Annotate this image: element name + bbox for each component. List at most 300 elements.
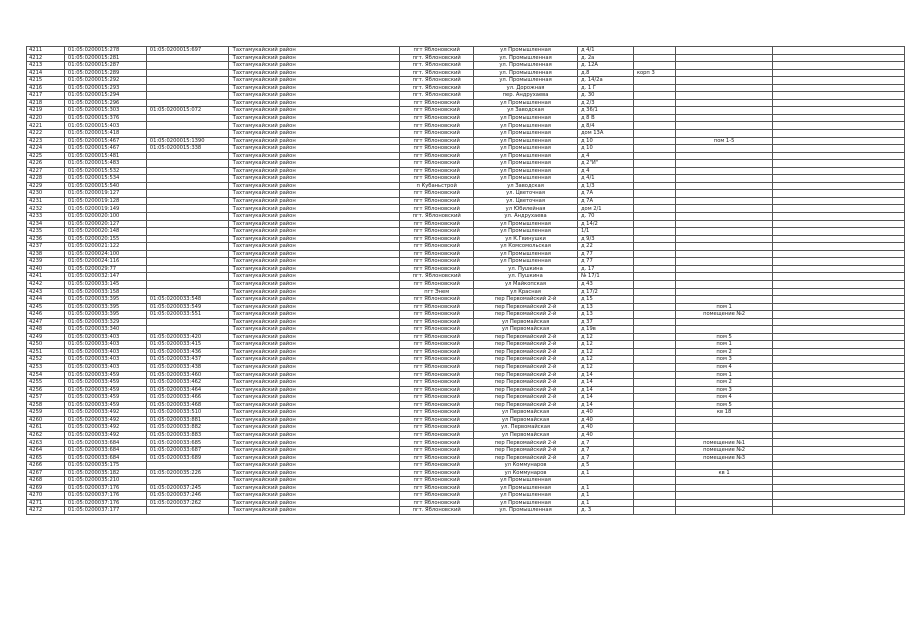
table-row	[27, 431, 905, 439]
table-row	[27, 250, 905, 258]
district-cell: Тахтамукайский район	[228, 243, 400, 251]
row-number-cell: 4225	[27, 152, 65, 160]
row-number-cell: 4272	[27, 507, 65, 515]
table-row	[27, 160, 905, 168]
building-cell	[633, 492, 675, 500]
house-cell: д 12	[577, 333, 633, 341]
premises-cell	[675, 47, 773, 55]
building-cell	[633, 145, 675, 153]
house-cell: д 22	[577, 243, 633, 251]
note-cell	[773, 114, 905, 122]
settlement-cell: пгт Яблоновский	[400, 401, 474, 409]
row-number-cell: 4260	[27, 416, 65, 424]
district-cell: Тахтамукайский район	[228, 371, 400, 379]
row-number-cell: 4239	[27, 258, 65, 266]
cadastral-number-cell: 01:05:0200015:278	[64, 47, 146, 55]
cadastral-number-cell: 01:05:0200015:289	[64, 69, 146, 77]
note-cell	[773, 469, 905, 477]
district-cell: Тахтамукайский район	[228, 69, 400, 77]
row-number-cell: 4248	[27, 326, 65, 334]
sub-cadastral-number-cell	[146, 99, 228, 107]
cadastral-number-cell: 01:05:0200032:147	[64, 273, 146, 281]
sub-cadastral-number-cell: 01:05:0200033:687	[146, 446, 228, 454]
house-cell: д 1	[577, 469, 633, 477]
note-cell	[773, 160, 905, 168]
row-number-cell: 4216	[27, 84, 65, 92]
row-number-cell: 4235	[27, 228, 65, 236]
premises-cell: пом 3	[675, 386, 773, 394]
cadastral-number-cell: 01:05:0200015:296	[64, 99, 146, 107]
premises-cell: помещение №2	[675, 446, 773, 454]
sub-cadastral-number-cell: 01:05:0200033:462	[146, 379, 228, 387]
row-number-cell: 4234	[27, 220, 65, 228]
premises-cell	[675, 462, 773, 470]
house-cell: д. 12А	[577, 62, 633, 70]
sub-cadastral-number-cell	[146, 54, 228, 62]
note-cell	[773, 145, 905, 153]
cadastral-number-cell: 01:05:0200015:532	[64, 167, 146, 175]
note-cell	[773, 280, 905, 288]
premises-cell	[675, 273, 773, 281]
row-number-cell: 4220	[27, 114, 65, 122]
sub-cadastral-number-cell	[146, 182, 228, 190]
premises-cell	[675, 84, 773, 92]
premises-cell	[675, 114, 773, 122]
cadastral-number-cell: 01:05:0200015:281	[64, 54, 146, 62]
note-cell	[773, 454, 905, 462]
sub-cadastral-number-cell	[146, 122, 228, 130]
street-cell: пер Первомайский 2-й	[474, 348, 578, 356]
house-cell: д 13	[577, 303, 633, 311]
house-cell: д 40	[577, 416, 633, 424]
premises-cell	[675, 122, 773, 130]
district-cell: Тахтамукайский район	[228, 250, 400, 258]
street-cell: ул Юбилейная	[474, 205, 578, 213]
district-cell: Тахтамукайский район	[228, 341, 400, 349]
settlement-cell: пгт Яблоновский	[400, 137, 474, 145]
note-cell	[773, 167, 905, 175]
cadastral-number-cell: 01:05:0200033:403	[64, 363, 146, 371]
street-cell: ул К.Гвинушки	[474, 235, 578, 243]
house-cell: д 8/4	[577, 122, 633, 130]
table-row	[27, 137, 905, 145]
note-cell	[773, 190, 905, 198]
table-row	[27, 220, 905, 228]
street-cell: ул Промышленная	[474, 137, 578, 145]
district-cell: Тахтамукайский район	[228, 326, 400, 334]
district-cell: Тахтамукайский район	[228, 454, 400, 462]
cadastral-number-cell: 01:05:0200033:459	[64, 379, 146, 387]
cadastral-number-cell: 01:05:0200033:145	[64, 280, 146, 288]
table-row	[27, 145, 905, 153]
premises-cell: пом 4	[675, 363, 773, 371]
premises-cell	[675, 235, 773, 243]
district-cell: Тахтамукайский район	[228, 469, 400, 477]
table-row	[27, 477, 905, 485]
district-cell: Тахтамукайский район	[228, 379, 400, 387]
table-row	[27, 99, 905, 107]
sub-cadastral-number-cell	[146, 243, 228, 251]
settlement-cell: пгт. Яблоновский	[400, 69, 474, 77]
sub-cadastral-number-cell	[146, 69, 228, 77]
settlement-cell: пгт. Яблоновский	[400, 507, 474, 515]
settlement-cell: пгт Яблоновский	[400, 152, 474, 160]
house-cell: № 17/1	[577, 273, 633, 281]
district-cell: Тахтамукайский район	[228, 439, 400, 447]
building-cell	[633, 333, 675, 341]
row-number-cell: 4237	[27, 243, 65, 251]
street-cell: ул. Цветочная	[474, 197, 578, 205]
cadastral-number-cell: 01:05:0200019:127	[64, 190, 146, 198]
row-number-cell: 4259	[27, 409, 65, 417]
cadastral-number-cell: 01:05:0200015:403	[64, 122, 146, 130]
premises-cell: пом 2	[675, 379, 773, 387]
settlement-cell: пгт Яблоновский	[400, 160, 474, 168]
sub-cadastral-number-cell: 01:05:0200033:510	[146, 409, 228, 417]
cadastral-number-cell: 01:05:0200015:483	[64, 160, 146, 168]
building-cell	[633, 47, 675, 55]
district-cell: Тахтамукайский район	[228, 280, 400, 288]
note-cell	[773, 416, 905, 424]
street-cell: ул Майкопская	[474, 280, 578, 288]
district-cell: Тахтамукайский район	[228, 507, 400, 515]
building-cell: корп 3	[633, 69, 675, 77]
cadastral-number-cell: 01:05:0200015:294	[64, 92, 146, 100]
cadastral-number-cell: 01:05:0200035:182	[64, 469, 146, 477]
district-cell: Тахтамукайский район	[228, 258, 400, 266]
row-number-cell: 4265	[27, 454, 65, 462]
building-cell	[633, 152, 675, 160]
house-cell: д 7А	[577, 197, 633, 205]
note-cell	[773, 175, 905, 183]
sub-cadastral-number-cell: 01:05:0200015:338	[146, 145, 228, 153]
premises-cell	[675, 92, 773, 100]
street-cell: ул Первомайская	[474, 416, 578, 424]
street-cell: пер Первомайский 2-й	[474, 341, 578, 349]
building-cell	[633, 326, 675, 334]
note-cell	[773, 401, 905, 409]
settlement-cell: пгт Яблоновский	[400, 484, 474, 492]
row-number-cell: 4250	[27, 341, 65, 349]
sub-cadastral-number-cell	[146, 205, 228, 213]
street-cell: ул Промышленная	[474, 220, 578, 228]
table-row	[27, 69, 905, 77]
cadastral-number-cell: 01:05:0200021:122	[64, 243, 146, 251]
building-cell	[633, 424, 675, 432]
table-row	[27, 296, 905, 304]
settlement-cell: пгт Яблоновский	[400, 190, 474, 198]
settlement-cell: пгт Яблоновский	[400, 446, 474, 454]
sub-cadastral-number-cell	[146, 318, 228, 326]
settlement-cell: пгт. Яблоновский	[400, 62, 474, 70]
table-row	[27, 318, 905, 326]
premises-cell	[675, 77, 773, 85]
cadastral-number-cell: 01:05:0200033:492	[64, 416, 146, 424]
row-number-cell: 4214	[27, 69, 65, 77]
house-cell: д 2"И"	[577, 160, 633, 168]
settlement-cell: пгт Яблоновский	[400, 114, 474, 122]
note-cell	[773, 326, 905, 334]
street-cell: пер Первомайский 2-й	[474, 356, 578, 364]
settlement-cell: пгт Яблоновский	[400, 371, 474, 379]
house-cell: д 36/1	[577, 107, 633, 115]
note-cell	[773, 296, 905, 304]
sub-cadastral-number-cell	[146, 477, 228, 485]
street-cell: ул Промышленная	[474, 145, 578, 153]
note-cell	[773, 84, 905, 92]
row-number-cell: 4247	[27, 318, 65, 326]
premises-cell	[675, 296, 773, 304]
street-cell: ул Промышленная	[474, 99, 578, 107]
row-number-cell: 4223	[27, 137, 65, 145]
cadastral-number-cell: 01:05:0200037:176	[64, 484, 146, 492]
table-row	[27, 462, 905, 470]
district-cell: Тахтамукайский район	[228, 273, 400, 281]
district-cell: Тахтамукайский район	[228, 77, 400, 85]
street-cell: ул Промышленная	[474, 152, 578, 160]
district-cell: Тахтамукайский район	[228, 122, 400, 130]
house-cell: д 4	[577, 167, 633, 175]
note-cell	[773, 273, 905, 281]
premises-cell	[675, 265, 773, 273]
sub-cadastral-number-cell: 01:05:0200015:1390	[146, 137, 228, 145]
row-number-cell: 4266	[27, 462, 65, 470]
sub-cadastral-number-cell: 01:05:0200037:262	[146, 499, 228, 507]
table-row	[27, 409, 905, 417]
row-number-cell: 4230	[27, 190, 65, 198]
house-cell: д 7	[577, 454, 633, 462]
premises-cell	[675, 205, 773, 213]
cadastral-number-cell: 01:05:0200033:459	[64, 401, 146, 409]
premises-cell	[675, 243, 773, 251]
row-number-cell: 4244	[27, 296, 65, 304]
house-cell: д 15	[577, 296, 633, 304]
house-cell: д 14	[577, 379, 633, 387]
row-number-cell: 4252	[27, 356, 65, 364]
building-cell	[633, 160, 675, 168]
note-cell	[773, 333, 905, 341]
table-row	[27, 62, 905, 70]
premises-cell	[675, 160, 773, 168]
premises-cell	[675, 492, 773, 500]
table-row	[27, 205, 905, 213]
house-cell: д. 70	[577, 213, 633, 221]
row-number-cell: 4256	[27, 386, 65, 394]
street-cell: пер Первомайский 2-й	[474, 446, 578, 454]
premises-cell	[675, 145, 773, 153]
premises-cell	[675, 175, 773, 183]
cadastral-number-cell: 01:05:0200033:403	[64, 348, 146, 356]
house-cell: д 1	[577, 484, 633, 492]
house-cell: д 14	[577, 386, 633, 394]
settlement-cell: пгт Яблоновский	[400, 228, 474, 236]
note-cell	[773, 484, 905, 492]
cadastral-number-cell: 01:05:0200015:376	[64, 114, 146, 122]
note-cell	[773, 152, 905, 160]
table-row	[27, 228, 905, 236]
table-row	[27, 54, 905, 62]
district-cell: Тахтамукайский район	[228, 182, 400, 190]
table-row	[27, 499, 905, 507]
note-cell	[773, 363, 905, 371]
sub-cadastral-number-cell: 01:05:0200015:072	[146, 107, 228, 115]
settlement-cell: пгт. Яблоновский	[400, 213, 474, 221]
note-cell	[773, 477, 905, 485]
building-cell	[633, 401, 675, 409]
sub-cadastral-number-cell: 01:05:0200033:685	[146, 439, 228, 447]
table-row	[27, 371, 905, 379]
building-cell	[633, 484, 675, 492]
settlement-cell: пгт Яблоновский	[400, 386, 474, 394]
district-cell: Тахтамукайский район	[228, 190, 400, 198]
premises-cell	[675, 167, 773, 175]
row-number-cell: 4257	[27, 394, 65, 402]
row-number-cell: 4233	[27, 213, 65, 221]
cadastral-number-cell: 01:05:0200033:492	[64, 431, 146, 439]
house-cell: д 1	[577, 492, 633, 500]
premises-cell	[675, 213, 773, 221]
note-cell	[773, 492, 905, 500]
house-cell: д 43	[577, 280, 633, 288]
building-cell	[633, 416, 675, 424]
row-number-cell: 4221	[27, 122, 65, 130]
house-cell: д 7	[577, 446, 633, 454]
building-cell	[633, 318, 675, 326]
street-cell: пер Первомайский 2-й	[474, 303, 578, 311]
settlement-cell: пгт Яблоновский	[400, 341, 474, 349]
sub-cadastral-number-cell	[146, 160, 228, 168]
house-cell: д 12	[577, 341, 633, 349]
street-cell: пер Первомайский 2-й	[474, 371, 578, 379]
settlement-cell: пгт Яблоновский	[400, 424, 474, 432]
settlement-cell: пгт Яблоновский	[400, 280, 474, 288]
building-cell	[633, 92, 675, 100]
premises-cell	[675, 54, 773, 62]
premises-cell: пом 3	[675, 356, 773, 364]
table-row	[27, 507, 905, 515]
note-cell	[773, 228, 905, 236]
note-cell	[773, 379, 905, 387]
table-row	[27, 439, 905, 447]
street-cell: ул Промышленная	[474, 47, 578, 55]
premises-cell	[675, 107, 773, 115]
premises-cell	[675, 424, 773, 432]
district-cell: Тахтамукайский район	[228, 145, 400, 153]
building-cell	[633, 409, 675, 417]
sub-cadastral-number-cell: 01:05:0200033:466	[146, 394, 228, 402]
row-number-cell: 4263	[27, 439, 65, 447]
table-row	[27, 92, 905, 100]
district-cell: Тахтамукайский район	[228, 311, 400, 319]
cadastral-number-cell: 01:05:0200035:175	[64, 462, 146, 470]
district-cell: Тахтамукайский район	[228, 477, 400, 485]
note-cell	[773, 439, 905, 447]
building-cell	[633, 273, 675, 281]
district-cell: Тахтамукайский район	[228, 296, 400, 304]
row-number-cell: 4251	[27, 348, 65, 356]
premises-cell: пом 5	[675, 333, 773, 341]
settlement-cell: пгт Яблоновский	[400, 122, 474, 130]
building-cell	[633, 386, 675, 394]
cadastral-number-cell: 01:05:0200015:292	[64, 77, 146, 85]
settlement-cell: пгт Яблоновский	[400, 311, 474, 319]
table-row	[27, 311, 905, 319]
house-cell: д 4/1	[577, 47, 633, 55]
note-cell	[773, 122, 905, 130]
sub-cadastral-number-cell	[146, 462, 228, 470]
street-cell: ул Промышленная	[474, 175, 578, 183]
building-cell	[633, 182, 675, 190]
row-number-cell: 4245	[27, 303, 65, 311]
table-row	[27, 122, 905, 130]
district-cell: Тахтамукайский район	[228, 363, 400, 371]
note-cell	[773, 288, 905, 296]
table-row	[27, 182, 905, 190]
table-row	[27, 303, 905, 311]
table-row	[27, 258, 905, 266]
note-cell	[773, 258, 905, 266]
sub-cadastral-number-cell: 01:05:0200033:436	[146, 348, 228, 356]
street-cell: ул Комсомольская	[474, 243, 578, 251]
table-row	[27, 424, 905, 432]
settlement-cell: пгт Яблоновский	[400, 167, 474, 175]
house-cell: д. 2а	[577, 54, 633, 62]
building-cell	[633, 439, 675, 447]
row-number-cell: 4226	[27, 160, 65, 168]
table-row	[27, 469, 905, 477]
row-number-cell: 4238	[27, 250, 65, 258]
sub-cadastral-number-cell	[146, 175, 228, 183]
sub-cadastral-number-cell	[146, 92, 228, 100]
building-cell	[633, 250, 675, 258]
street-cell: ул Промышленная	[474, 130, 578, 138]
note-cell	[773, 47, 905, 55]
building-cell	[633, 431, 675, 439]
building-cell	[633, 235, 675, 243]
building-cell	[633, 280, 675, 288]
building-cell	[633, 197, 675, 205]
premises-cell	[675, 99, 773, 107]
note-cell	[773, 386, 905, 394]
premises-cell	[675, 477, 773, 485]
building-cell	[633, 303, 675, 311]
premises-cell	[675, 416, 773, 424]
note-cell	[773, 77, 905, 85]
building-cell	[633, 114, 675, 122]
row-number-cell: 4240	[27, 265, 65, 273]
row-number-cell: 4264	[27, 446, 65, 454]
table-row	[27, 114, 905, 122]
district-cell: Тахтамукайский район	[228, 348, 400, 356]
table-body	[27, 47, 905, 515]
district-cell: Тахтамукайский район	[228, 197, 400, 205]
note-cell	[773, 394, 905, 402]
note-cell	[773, 137, 905, 145]
cadastral-number-cell: 01:05:0200037:176	[64, 492, 146, 500]
cadastral-number-cell: 01:05:0200015:467	[64, 137, 146, 145]
district-cell: Тахтамукайский район	[228, 84, 400, 92]
building-cell	[633, 454, 675, 462]
sub-cadastral-number-cell	[146, 288, 228, 296]
house-cell: 1/1	[577, 228, 633, 236]
district-cell: Тахтамукайский район	[228, 424, 400, 432]
district-cell: Тахтамукайский район	[228, 107, 400, 115]
settlement-cell: пгт Яблоновский	[400, 47, 474, 55]
cadastral-number-cell: 01:05:0200033:403	[64, 341, 146, 349]
building-cell	[633, 54, 675, 62]
table-row	[27, 197, 905, 205]
table-row	[27, 348, 905, 356]
